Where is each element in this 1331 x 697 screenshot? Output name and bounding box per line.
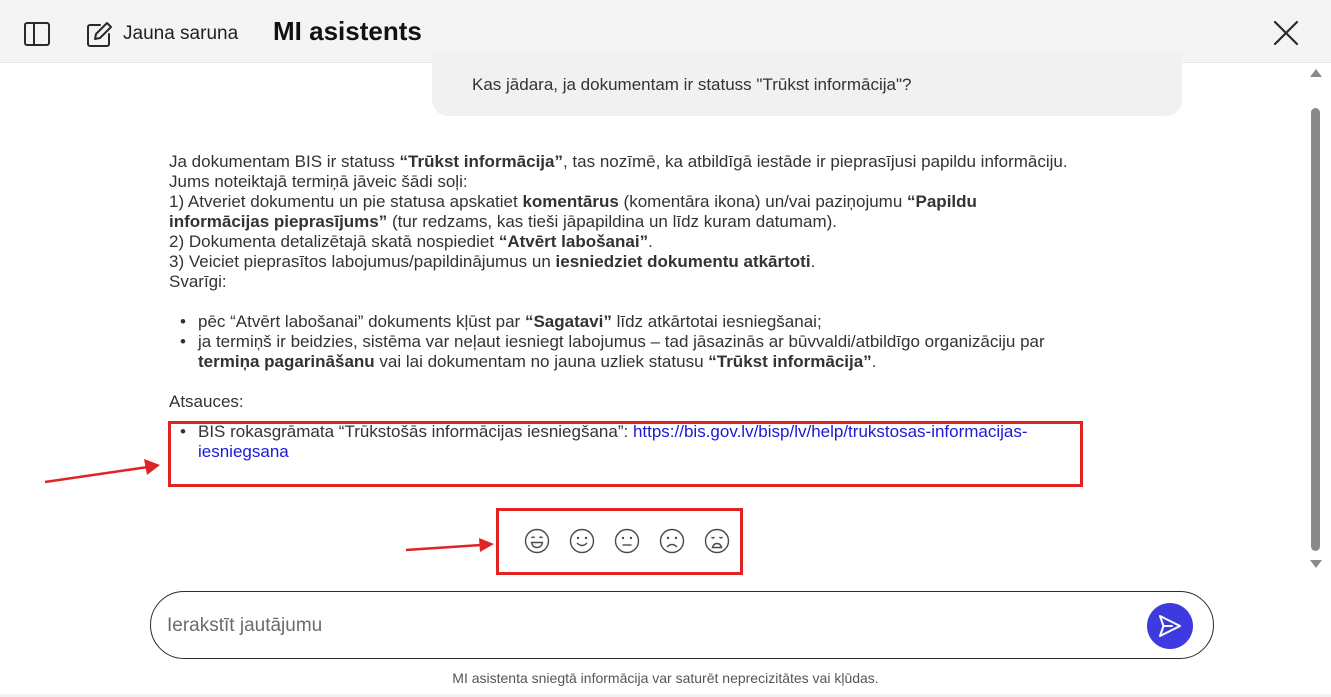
step2-text-1: 2) Dokumenta detalizētajā skatā nospiediet xyxy=(169,232,499,251)
bullet2-text-3: . xyxy=(871,352,877,371)
user-message-bubble xyxy=(432,52,1182,116)
new-chat-label: Jauna saruna xyxy=(123,23,239,44)
bullet1-text-1: pēc “Atvērt labošanai” dokuments kļūst par xyxy=(198,312,525,331)
send-icon xyxy=(1157,613,1183,639)
scroll-thumb[interactable] xyxy=(1311,108,1320,551)
happy-face-icon xyxy=(568,527,596,555)
intro-text-2: , tas nozīmē, ka atbildīgā iestāde ir pieprasījusi papildu informāciju. Jums noteiktajā termiņā jāveic šādi soļi: xyxy=(169,152,1068,191)
rating-sad-button[interactable] xyxy=(651,524,696,558)
new-chat-button[interactable] xyxy=(86,19,238,49)
step3-text-1: 3) Veiciet pieprasītos labojumus/papildinājumus un xyxy=(169,252,556,271)
step1-bold-2: “Papildu informācijas pieprasījums” xyxy=(169,192,977,231)
question-input[interactable] xyxy=(167,610,1127,642)
answer-step-3 xyxy=(169,252,1069,272)
annotation-box-reference xyxy=(168,421,1083,487)
reference-text: BIS rokasgrāmata “Trūkstošās informācijas iesniegšana”: xyxy=(198,422,633,441)
step1-text-1: 1) Atveriet dokumentu un pie statusa apskatiet xyxy=(169,192,523,211)
user-message-text: Kas jādara, ja dokumentam ir statuss "Trūkst informācija"? xyxy=(472,75,912,94)
feedback-rating xyxy=(516,524,741,558)
very-sad-face-icon xyxy=(703,527,731,555)
scroll-up-arrow-icon[interactable] xyxy=(1310,69,1322,77)
step2-text-2: . xyxy=(648,232,653,251)
step1-bold-1: komentārus xyxy=(522,192,619,211)
step2-bold: “Atvērt labošanai” xyxy=(498,232,649,251)
send-button[interactable] xyxy=(1147,603,1193,649)
assistant-answer xyxy=(169,152,1069,462)
reference-link[interactable]: https://bis.gov.lv/bisp/lv/help/trukstosas-informacijas-iesniegsana xyxy=(198,422,1028,461)
answer-intro xyxy=(169,152,1069,192)
scroll-down-arrow-icon[interactable] xyxy=(1310,560,1322,568)
disclaimer-text: MI asistenta sniegtā informācija var saturēt neprecizitātes vai kļūdas. xyxy=(452,670,879,686)
rating-neutral-button[interactable] xyxy=(606,524,651,558)
bullet2-bold-2: “Trūkst informācija” xyxy=(708,352,872,371)
chat-scrollbar[interactable] xyxy=(1304,63,1331,578)
step1-text-3: (tur redzams, kas tieši jāpapildina un līdz kuram datumam). xyxy=(387,212,837,231)
close-button[interactable] xyxy=(1270,17,1302,49)
bullet2-text-1: ja termiņš ir beidzies, sistēma var neļaut iesniegt labojumus – tad jāsazinās ar būvvaldi/atbildīgo organizāciju par xyxy=(198,332,1045,351)
sidebar-toggle-button[interactable] xyxy=(22,19,52,49)
rating-very-sad-button[interactable] xyxy=(696,524,741,558)
bullet1-bold: “Sagatavi” xyxy=(524,312,612,331)
sad-face-icon xyxy=(658,527,686,555)
answer-step-1 xyxy=(169,192,1069,232)
list-item xyxy=(169,332,1069,372)
sidebar-toggle-icon xyxy=(23,21,51,47)
bullet1-text-2: līdz atkārtotai iesniegšanai; xyxy=(611,312,822,331)
step3-text-2: . xyxy=(810,252,816,271)
step1-text-2: (komentāra ikona) un/vai paziņojumu xyxy=(618,192,908,211)
question-composer xyxy=(150,591,1214,659)
rating-very-happy-button[interactable] xyxy=(516,524,561,558)
list-item xyxy=(169,312,1069,332)
step3-bold: iesniedziet dokumentu atkārtoti xyxy=(555,252,811,271)
very-happy-face-icon xyxy=(523,527,551,555)
references-label: Atsauces: xyxy=(169,392,244,411)
bullet2-text-2: vai lai dokumentam no jauna uzliek statusu xyxy=(374,352,709,371)
intro-text-1: Ja dokumentam BIS ir statuss xyxy=(169,152,400,171)
neutral-face-icon xyxy=(613,527,641,555)
intro-status-bold: “Trūkst informācija” xyxy=(399,152,563,171)
close-icon xyxy=(1272,19,1300,47)
edit-icon xyxy=(86,21,113,48)
bullet2-bold-1: termiņa pagarināšanu xyxy=(198,352,375,371)
annotation-arrow-reference xyxy=(40,455,170,490)
page-title: MI asistents xyxy=(273,16,422,46)
rating-happy-button[interactable] xyxy=(561,524,606,558)
important-label: Svarīgi: xyxy=(169,272,227,291)
annotation-arrow-feedback xyxy=(403,535,498,560)
answer-step-2 xyxy=(169,232,1069,252)
important-list xyxy=(169,312,1069,372)
